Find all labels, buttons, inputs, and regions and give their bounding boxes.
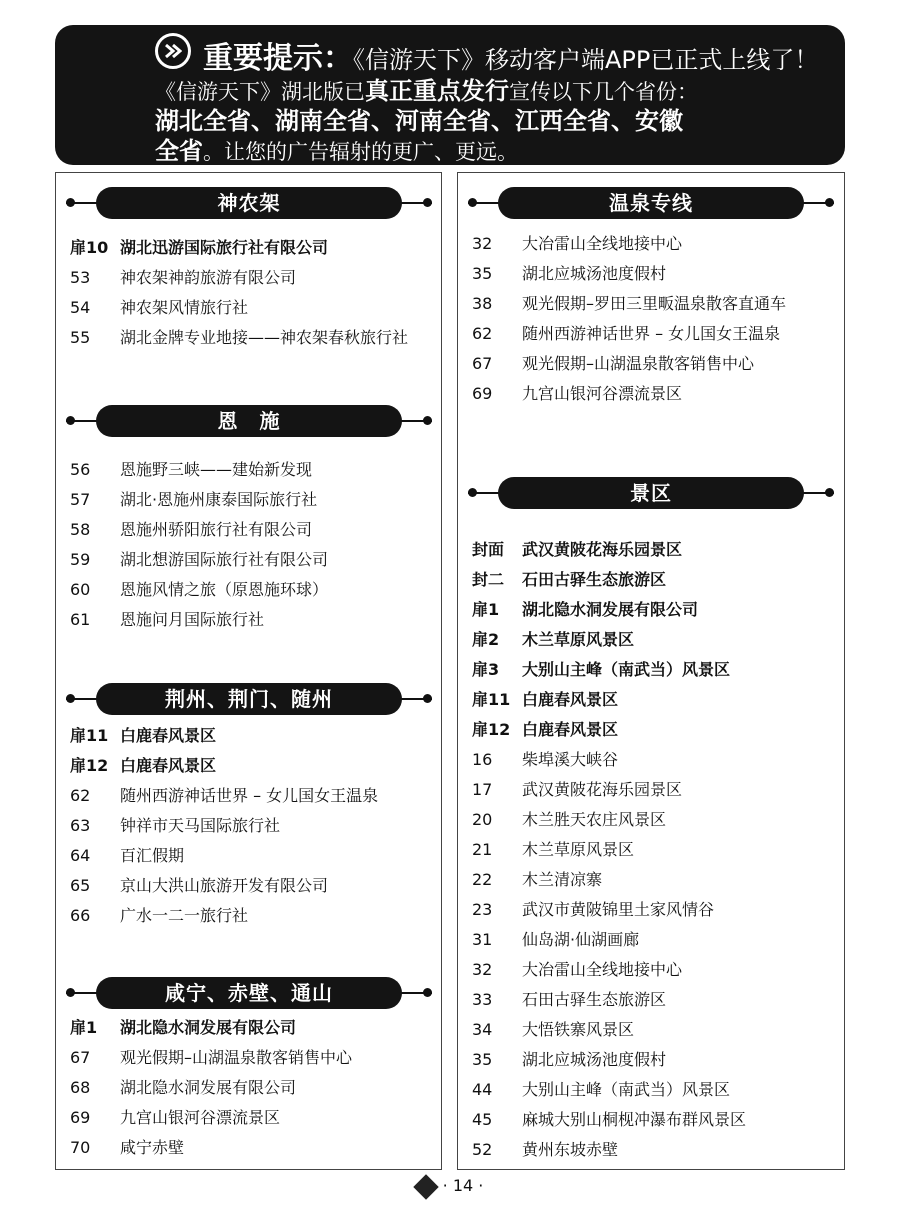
list-item: 69 九宫山银河谷漂流景区 [70,1108,281,1127]
list-item: 35 湖北应城汤池度假村 [472,1050,667,1069]
list-item: 34 大悟铁寨风景区 [472,1020,635,1039]
list-item: 16 柴埠溪大峡谷 [472,750,619,769]
list-item: 68 湖北隐水洞发展有限公司 [70,1078,297,1097]
section-title: 景区 [498,477,804,509]
list-item: 32 大冶雷山全线地接中心 [472,960,683,979]
list-item: 封二 石田古驿生态旅游区 [472,570,667,589]
list-item: 扉3 大别山主峰（南武当）风景区 [472,660,731,679]
notice-banner [55,25,845,165]
section-header-enshi [66,405,432,437]
section-title: 荆州、荆门、随州 [96,683,402,715]
list-item: 65 京山大洪山旅游开发有限公司 [70,876,329,895]
list-item: 扉11 白鹿春风景区 [70,726,217,745]
diamond-icon [413,1174,438,1199]
list-item: 63 钟祥市天马国际旅行社 [70,816,281,835]
list-item: 55 湖北金牌专业地接——神农架春秋旅行社 [70,328,409,347]
list-item: 23 武汉市黄陂锦里土家风情谷 [472,900,715,919]
list-enshi [70,455,433,635]
list-item: 31 仙岛湖·仙湖画廊 [472,930,640,949]
list-item: 69 九宫山银河谷漂流景区 [472,384,683,403]
list-item: 封面 武汉黄陂花海乐园景区 [472,540,683,559]
page-footer [0,1176,900,1196]
list-shennongjia [70,233,433,353]
section-header-jingzhou [66,683,432,715]
list-item: 59 湖北想游国际旅行社有限公司 [70,550,329,569]
page-number: · 14 · [442,1176,484,1195]
list-item: 45 麻城大别山桐枧冲瀑布群风景区 [472,1110,747,1129]
list-item: 67 观光假期–山湖温泉散客销售中心 [70,1048,353,1067]
list-xianning [70,1013,433,1163]
left-column [55,172,442,1170]
section-title: 咸宁、赤壁、通山 [96,977,402,1009]
list-jingzhou [70,721,433,931]
list-item: 58 恩施州骄阳旅行社有限公司 [70,520,313,539]
list-item: 扉12 白鹿春风景区 [70,756,217,775]
section-title: 神农架 [96,187,402,219]
list-item: 扉10 湖北迅游国际旅行社有限公司 [70,238,329,257]
list-item: 20 木兰胜天农庄风景区 [472,810,667,829]
banner-line-2: 《信游天下》湖北版已真正重点发行宣传以下几个省份： [155,77,698,105]
list-wenquan [472,229,836,409]
list-jingqu [472,535,836,1165]
list-item: 54 神农架风情旅行社 [70,298,249,317]
list-item: 21 木兰草原风景区 [472,840,635,859]
list-item: 62 随州西游神话世界 – 女儿国女王温泉 [472,324,781,343]
section-header-wenquan [468,187,834,219]
list-item: 62 随州西游神话世界 – 女儿国女王温泉 [70,786,379,805]
list-item: 60 恩施风情之旅（原恩施环球） [70,580,329,599]
list-item: 64 百汇假期 [70,846,185,865]
section-title: 温泉专线 [498,187,804,219]
list-item: 44 大别山主峰（南武当）风景区 [472,1080,731,1099]
banner-line-3: 湖北全省、湖南全省、河南全省、江西全省、安徽 [155,107,683,135]
list-item: 56 恩施野三峡——建始新发现 [70,460,313,479]
list-item: 53 神农架神韵旅游有限公司 [70,268,297,287]
list-item: 扉11 白鹿春风景区 [472,690,619,709]
section-title: 恩 施 [96,405,402,437]
list-item: 57 湖北·恩施州康泰国际旅行社 [70,490,318,509]
list-item: 扉12 白鹿春风景区 [472,720,619,739]
section-header-jingqu [468,477,834,509]
list-item: 70 咸宁赤壁 [70,1138,185,1157]
list-item: 扉2 木兰草原风景区 [472,630,635,649]
list-item: 38 观光假期–罗田三里畈温泉散客直通车 [472,294,787,313]
list-item: 22 木兰清凉寨 [472,870,603,889]
section-header-xianning [66,977,432,1009]
list-item: 67 观光假期–山湖温泉散客销售中心 [472,354,755,373]
list-item: 61 恩施问月国际旅行社 [70,610,265,629]
list-item: 扉1 湖北隐水洞发展有限公司 [70,1018,297,1037]
list-item: 66 广水一二一旅行社 [70,906,249,925]
list-item: 扉1 湖北隐水洞发展有限公司 [472,600,699,619]
right-column [457,172,845,1170]
banner-line-4: 全省。让您的广告辐射的更广、更远。 [155,137,518,165]
list-item: 33 石田古驿生态旅游区 [472,990,667,1009]
list-item: 35 湖北应城汤池度假村 [472,264,667,283]
notice-text: 《信游天下》移动客户端APP已正式上线了！ [353,46,819,74]
list-item: 52 黄州东坡赤壁 [472,1140,619,1159]
arrow-right-icon [155,33,191,69]
notice-label: 重要提示： [203,41,353,76]
list-item: 32 大冶雷山全线地接中心 [472,234,683,253]
list-item: 17 武汉黄陂花海乐园景区 [472,780,683,799]
section-header-shennongjia [66,187,432,219]
